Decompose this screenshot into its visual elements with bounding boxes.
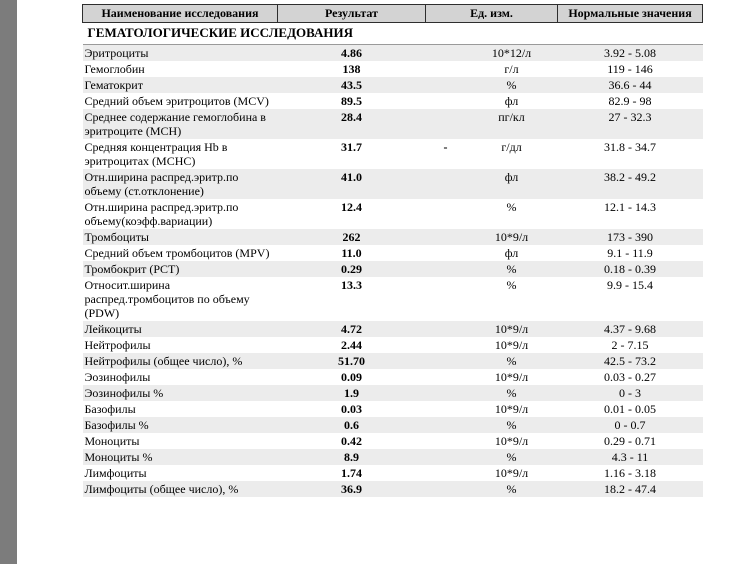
test-name-cell: Эритроциты <box>84 46 149 60</box>
normal-range-cell: 0.29 - 0.71 <box>604 434 657 448</box>
results-tbody <box>83 45 703 498</box>
result-flag-cell <box>426 277 466 321</box>
test-name-cell: Нейтрофилы <box>84 338 151 352</box>
table-row <box>83 77 703 93</box>
results-table <box>82 4 703 497</box>
result-cell: 138 <box>342 62 361 76</box>
units-cell: 10*9/л <box>494 434 529 448</box>
result-flag-cell <box>426 481 466 497</box>
normal-range-cell: 0 - 0.7 <box>614 418 646 432</box>
normal-range-cell: 4.37 - 9.68 <box>604 322 657 336</box>
test-name-cell: Отн.ширина распред.эритр.по объему(коэфф.вариации) <box>84 200 239 228</box>
column-header-test-name: Наименование исследования <box>83 5 278 23</box>
result-flag-cell <box>426 449 466 465</box>
test-name-cell: Лейкоциты <box>84 322 142 336</box>
test-name-cell: Гемоглобин <box>84 62 145 76</box>
units-cell: % <box>506 354 517 368</box>
normal-range-cell: 2 - 7.15 <box>611 338 649 352</box>
result-flag-cell <box>426 199 466 229</box>
lab-report-document <box>82 4 702 497</box>
test-name-cell: Эозинофилы % <box>84 386 164 400</box>
result-cell: 11.0 <box>341 246 362 260</box>
table-row <box>83 61 703 77</box>
result-cell: 41.0 <box>341 170 362 184</box>
test-name-cell: Тромбоциты <box>84 230 149 244</box>
units-cell: % <box>506 386 517 400</box>
table-row <box>83 353 703 369</box>
normal-range-cell: 9.9 - 15.4 <box>607 278 654 292</box>
result-cell: 8.9 <box>344 450 359 464</box>
table-row <box>83 45 703 62</box>
result-flag-cell <box>426 321 466 337</box>
normal-range-cell: 119 - 146 <box>607 62 653 76</box>
result-cell: 0.42 <box>341 434 362 448</box>
result-cell: 0.29 <box>341 262 362 276</box>
result-flag-cell <box>426 245 466 261</box>
result-cell: 4.86 <box>341 46 362 60</box>
result-flag-cell <box>426 229 466 245</box>
table-row <box>83 465 703 481</box>
result-cell: 0.6 <box>344 418 359 432</box>
left-gutter <box>0 0 17 564</box>
units-cell: % <box>506 278 517 292</box>
result-flag-cell <box>426 337 466 353</box>
units-cell: пг/кл <box>498 110 525 124</box>
units-cell: фл <box>504 246 519 260</box>
result-flag-cell <box>426 401 466 417</box>
result-cell: 31.7 <box>341 140 362 154</box>
test-name-cell: Средний объем эритроцитов (MCV) <box>84 94 269 108</box>
table-row <box>83 229 703 245</box>
table-row <box>83 169 703 199</box>
result-flag-cell <box>426 93 466 109</box>
normal-range-cell: 38.2 - 49.2 <box>604 170 657 184</box>
test-name-cell: Гематокрит <box>84 78 143 92</box>
units-cell: фл <box>504 170 519 184</box>
table-row <box>83 245 703 261</box>
result-flag-cell <box>426 385 466 401</box>
result-cell: 43.5 <box>341 78 362 92</box>
table-row <box>83 433 703 449</box>
section-row <box>83 23 703 45</box>
result-flag-cell: - <box>443 140 448 154</box>
units-cell: 10*9/л <box>494 322 529 336</box>
result-flag-cell <box>426 169 466 199</box>
result-flag-cell <box>426 261 466 277</box>
units-cell: % <box>506 450 517 464</box>
result-cell: 13.3 <box>341 278 362 292</box>
units-cell: 10*9/л <box>494 230 529 244</box>
units-cell: % <box>506 262 517 276</box>
table-row <box>83 277 703 321</box>
normal-range-cell: 173 - 390 <box>607 230 654 244</box>
test-name-cell: Нейтрофилы (общее число), % <box>84 354 243 368</box>
result-flag-cell <box>426 109 466 139</box>
units-cell: 10*9/л <box>494 402 529 416</box>
units-cell: г/дл <box>501 140 522 154</box>
units-cell: 10*9/л <box>494 370 529 384</box>
table-row <box>83 449 703 465</box>
units-cell: % <box>506 78 517 92</box>
column-header-result: Результат <box>278 5 426 23</box>
table-row <box>83 93 703 109</box>
normal-range-cell: 0 - 3 <box>619 386 642 400</box>
result-cell: 28.4 <box>341 110 362 124</box>
table-row <box>83 385 703 401</box>
result-cell: 51.70 <box>338 354 365 368</box>
normal-range-cell: 27 - 32.3 <box>608 110 652 124</box>
normal-range-cell: 9.1 - 11.9 <box>607 246 653 260</box>
result-flag-cell <box>426 77 466 93</box>
normal-range-cell: 3.92 - 5.08 <box>604 46 657 60</box>
table-row <box>83 261 703 277</box>
results-table-header <box>83 5 703 45</box>
result-cell: 1.74 <box>341 466 362 480</box>
normal-range-cell: 42.5 - 73.2 <box>604 354 657 368</box>
normal-range-cell: 36.6 - 44 <box>608 78 652 92</box>
result-flag-cell <box>426 433 466 449</box>
column-header-units: Ед. изм. <box>426 5 558 23</box>
result-cell: 2.44 <box>341 338 362 352</box>
normal-range-cell: 12.1 - 14.3 <box>604 200 657 214</box>
table-row <box>83 369 703 385</box>
header-row <box>83 5 703 23</box>
table-row <box>83 139 703 169</box>
result-flag-cell <box>426 417 466 433</box>
table-row <box>83 199 703 229</box>
test-name-cell: Базофилы <box>84 402 136 416</box>
result-cell: 36.9 <box>341 482 362 496</box>
units-cell: % <box>506 200 517 214</box>
units-cell: % <box>506 418 517 432</box>
normal-range-cell: 0.03 - 0.27 <box>604 370 657 384</box>
result-flag-cell <box>426 465 466 481</box>
test-name-cell: Тромбокрит (PCT) <box>84 262 180 276</box>
table-row <box>83 337 703 353</box>
normal-range-cell: 0.01 - 0.05 <box>604 402 657 416</box>
normal-range-cell: 31.8 - 34.7 <box>604 140 657 154</box>
test-name-cell: Средний объем тромбоцитов (MPV) <box>84 246 270 260</box>
test-name-cell: Лимфоциты (общее число), % <box>84 482 239 496</box>
normal-range-cell: 82.9 - 98 <box>608 94 652 108</box>
test-name-cell: Средняя концентрация Hb в эритроцитах (MCHC) <box>84 140 228 168</box>
units-cell: фл <box>504 94 519 108</box>
table-row <box>83 481 703 497</box>
section-title: ГЕМАТОЛОГИЧЕСКИЕ ИССЛЕДОВАНИЯ <box>83 23 703 45</box>
result-cell: 1.9 <box>344 386 359 400</box>
result-cell: 89.5 <box>341 94 362 108</box>
test-name-cell: Моноциты <box>84 434 140 448</box>
units-cell: % <box>506 482 517 496</box>
normal-range-cell: 4.3 - 11 <box>611 450 649 464</box>
test-name-cell: Моноциты % <box>84 450 153 464</box>
test-name-cell: Эозинофилы <box>84 370 151 384</box>
result-flag-cell <box>426 45 466 62</box>
table-row <box>83 109 703 139</box>
result-cell: 12.4 <box>341 200 362 214</box>
normal-range-cell: 18.2 - 47.4 <box>604 482 657 496</box>
column-header-normal-values: Нормальные значения <box>558 5 703 23</box>
result-cell: 4.72 <box>341 322 362 336</box>
units-cell: 10*12/л <box>491 46 532 60</box>
normal-range-cell: 1.16 - 3.18 <box>604 466 657 480</box>
units-cell: 10*9/л <box>494 338 529 352</box>
test-name-cell: Отн.ширина распред.эритр.по объему (ст.отклонение) <box>84 170 239 198</box>
result-cell: 262 <box>342 230 361 244</box>
result-cell: 0.09 <box>341 370 362 384</box>
result-cell: 0.03 <box>341 402 362 416</box>
test-name-cell: Лимфоциты <box>84 466 147 480</box>
result-flag-cell <box>426 353 466 369</box>
table-row <box>83 417 703 433</box>
normal-range-cell: 0.18 - 0.39 <box>604 262 657 276</box>
test-name-cell: Среднее содержание гемоглобина в эритроците (MCH) <box>84 110 266 138</box>
units-cell: г/л <box>504 62 519 76</box>
test-name-cell: Относит.ширина распред.тромбоцитов по объему (PDW) <box>84 278 250 320</box>
result-flag-cell <box>426 61 466 77</box>
result-flag-cell <box>426 369 466 385</box>
test-name-cell: Базофилы % <box>84 418 149 432</box>
units-cell: 10*9/л <box>494 466 529 480</box>
table-row <box>83 401 703 417</box>
table-row <box>83 321 703 337</box>
